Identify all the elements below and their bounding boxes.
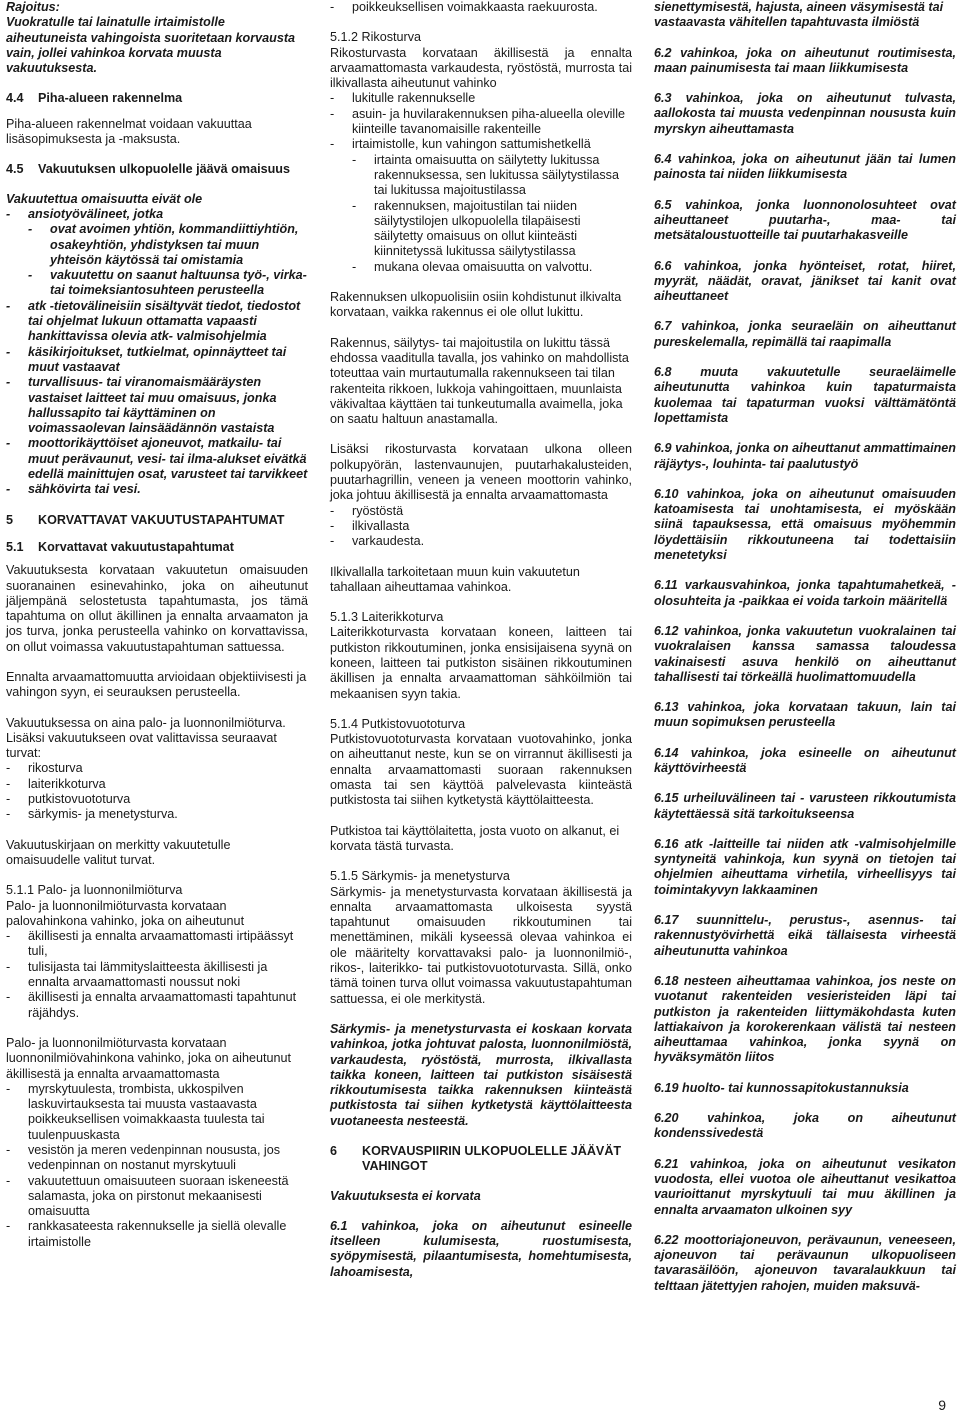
list-dash: - <box>6 344 11 359</box>
restriction-text: Vuokratulle tai lainatulle irtaimistolle aiheutuneista vahingoista suoritetaan korvausta vain, jollei vahinkoa korvata muusta vakuutuksesta. <box>6 15 296 76</box>
section-6-heading: 6 KORVAUSPIIRIN ULKOPUOLELLE JÄÄVÄT VAHINGOT <box>330 1144 622 1174</box>
list-item-text: rakennuksen, majoitustilan tai niiden säilytystilojen ulkopuolella tilapäisesti säilytetty omaisuus on ollut kiinteästi kiinnitetyssä lukitussa säilytystilassa <box>374 198 581 259</box>
list-item-text: putkistovuototurva <box>28 792 131 807</box>
list-item <box>6 482 308 497</box>
section-5-1-3-heading: 5.1.3 Laiterikkoturva <box>330 610 444 625</box>
list-item-text: irtaimistolle, kun vahingon sattumishetkellä <box>352 137 591 152</box>
restriction-note <box>6 0 308 76</box>
list-item <box>6 375 308 436</box>
restriction-label: Rajoitus: <box>6 0 60 14</box>
list-dash: - <box>330 518 335 533</box>
section-5-1-2-para-4: Lisäksi rikosturvasta korvataan ulkona olleen polkupyörän, lastenvaunujen, puutarhakalusteiden, puutarhagrillin, veneen ja veneen moottorin vahinko, joka johtuu äkillisestä ja ennalta arvaamattomasta - ryöstöstä - ilkivallasta - varkaudesta. <box>330 442 632 549</box>
section-5-1-2-para-2: Rakennuksen ulkopuolisiin osiin kohdistunut ilkivalta korvataan, vaikka rakennus ei ole ollut lukittu. <box>330 290 622 320</box>
section-4-4-text: Piha-alueen rakennelmat voidaan vakuuttaa lisäsopimuksesta ja -maksusta. <box>6 116 252 147</box>
exclusion-item: 6.13 vahinkoa, joka korvataan takuun, lain tai muun sopimuksen perusteella <box>654 700 956 730</box>
list-item-text: vakuutettuun omaisuuteen suoraan iskeneestä salamasta, joka on pirstonut mekaanisesti omaisuutta <box>28 1173 289 1219</box>
list-item <box>330 107 632 138</box>
list-item-text: ovat avoimen yhtiön, kommandiittiyhtiön, osakeyhtiön, yhdistyksen tai muun yhteisön käytössä tai omistamia <box>50 222 299 267</box>
list-dash: - <box>352 198 357 213</box>
list-dash: - <box>6 761 11 776</box>
list-item-text: käsikirjoitukset, tutkielmat, opinnäytteet tai muut vastaavat <box>28 344 287 374</box>
list-dash: - <box>6 436 11 451</box>
list-item-text: lukitulle rakennukselle <box>352 91 476 106</box>
section-5-1-1: 5.1.1 Palo- ja luonnonilmiöturva Palo- ja luonnonilmiöturvasta korvataan palovahinkona vahinko, joka on aiheutunut - äkillisesti ja ennalta arvaamattomasti irtipäässyt tuli, - tulisijasta tai lämmityslaitteesta äkillisesti ja ennalta arvaamattomasti noussut noki - äkillisesti ja ennalta arvaamattomasti tapahtunut räjähdys. <box>6 883 308 1021</box>
list-item <box>330 260 632 275</box>
list-item <box>330 153 632 199</box>
list-item <box>6 1219 308 1250</box>
list-item-text: varkaudesta. <box>352 534 425 549</box>
list-dash: - <box>330 534 335 549</box>
list-item-text: sähkövirta tai vesi. <box>28 482 141 497</box>
list-item-text: vesistön ja meren vedenpinnan noususta, jos vedenpinnan on nostanut myrskytuuli <box>28 1143 281 1173</box>
list-item-text: poikkeuksellisen voimakkaasta raekuurosta. <box>352 0 598 14</box>
exclusion-item: 6.4 vahinkoa, joka on aiheutunut jään tai lumen painosta tai niiden liikkumisesta <box>654 152 956 182</box>
list-dash: - <box>6 1219 11 1234</box>
section-5-1-5-exclusion: Särkymis- ja menetysturvasta ei koskaan korvata vahinkoa, jotka johtuvat palosta, luonnonilmiöstä, varkaudesta, ryöstöstä, murrosta, ilkivallasta taikka koneen, laitteen tai putkiston sisäisestä rikkoutumisesta taikka rakennuksen kiinteästä putkistosta tai siihen kytketystä käyttölaitteesta vuotaneesta nesteestä. <box>330 1021 632 1128</box>
list-item-text: äkillisesti ja ennalta arvaamattomasti tapahtunut räjähdys. <box>28 990 297 1020</box>
list-item <box>330 504 632 519</box>
exclusions-list <box>654 46 956 1294</box>
exclusion-item: 6.18 nesteen aiheuttamaa vahinkoa, jos neste on vuotanut rakenteiden vesieristeiden läpi tai putkiston ja rakenteiden liittymäkohdasta kuten lattiakaivon ja korokerenkaan välistä tai nesteen aiheuttamaa vahinkoa, jonka syynä on hyväksymätön liitos <box>654 973 956 1065</box>
list-dash: - <box>6 1173 11 1188</box>
list-dash: - <box>28 222 33 237</box>
exclusion-item: 6.2 vahinkoa, joka on aiheutunut routimisesta, maan painumisesta tai maan liikkumisesta <box>654 45 956 75</box>
column-middle <box>330 0 632 1295</box>
list-item-text: moottorikäyttöiset ajoneuvot, matkailu- tai muut perävaunut, vesi- tai ilma-alukset eivätkä edellä mainittujen osat, varusteet tai tarvikkeet <box>28 436 308 482</box>
cover-options-list <box>6 761 308 822</box>
exclusion-item: 6.22 moottoriajoneuvon, perävaunun, veneeseen, ajoneuvon tai perävaunun ulkopuoliseen tavarasäilöön, ajoneuvon tavaralaukkuun tai telttaan jätettyjen rahojen, muiden maksuvä- <box>654 1232 956 1293</box>
section-5-1-para-3: Vakuutuksessa on aina palo- ja luonnonilmiöturva. Lisäksi vakuutukseen ovat valittavissa seuraavat turvat: - rikosturva - laiterikkoturva - putkistovuototurva - särkymis- ja menetysturva. <box>6 716 308 823</box>
list-dash: - <box>6 206 11 221</box>
list-item-text: laiterikkoturva <box>28 776 106 791</box>
list-dash: - <box>6 1081 11 1096</box>
exclusion-item: 6.19 huolto- tai kunnossapitokustannuksia <box>654 1080 909 1095</box>
list-dash: - <box>6 375 11 390</box>
continued-list <box>330 0 632 15</box>
list-item <box>6 761 308 776</box>
list-item-text: ansiotyövälineet, jotka <box>28 206 164 221</box>
section-5-1-para-2: Ennalta arvaamattomuutta arvioidaan objektiivisesti ja vahingon syyn, ei seurauksen perusteella. <box>6 669 307 700</box>
list-item <box>330 534 632 549</box>
exclusion-item: 6.10 vahinkoa, joka on aiheutunut omaisuuden katoamisesta tai unohtamisesta, ei myöskään siinä tapauksessa, että omaisuus myöhemmin löydettäisiin rikkoutuneena tai todettaisiin menetetyksi <box>654 486 956 563</box>
list-item-text: särkymis- ja menetysturva. <box>28 807 178 822</box>
list-item-text: vakuutettu on saanut haltuunsa työ-, virka- tai toimeksiantosuhteen perusteella <box>50 268 307 298</box>
list-item <box>6 929 308 960</box>
section-5-1-4: 5.1.4 Putkistovuototurva Putkistovuototurvasta korvataan vuotovahinko, jonka on aiheuttanut neste, kun se on virrannut äkillisesti ja ennalta arvaamattomasti suoraan rakennuksen omasta tai sen käyttöä palvelevasta kiinteästä putkistosta tai siihen kytketystä käyttölaitteesta. <box>330 716 632 808</box>
section-5-heading: 5 KORVATTAVAT VAKUUTUSTAPAHTUMAT <box>6 512 285 527</box>
section-5-1-2: 5.1.2 Rikosturva Rikosturvasta korvataan äkillisestä ja ennalta arvaamattomasta varkaudesta, ryöstöstä, murrosta tai ilkivallasta aiheutunut vahinko - lukitulle rakennukselle - asuin- ja huvilarakennuksen piha-alueella oleville kiinteille tavanomaisille rakenteille - irtaimistolle, kun vahingon sattumishetkellä - irtainta omaisuutta on säilytetty lukitussa rakennuksessa, sen lukitussa säilytystilassa tai lukitussa majoitustilassa - rakennuksen, majoitustilan tai niiden säilytystilojen ulkopuolella tilapäisesti säilytetty omaisuus on ollut kiinteästi kiinnitetyssä lukitussa säilytystilassa - mukana olevaa omaisuutta on valvottu. <box>330 30 632 274</box>
list-dash: - <box>6 482 11 497</box>
list-item <box>6 807 308 822</box>
list-dash: - <box>330 503 335 518</box>
list-item-text: atk -tietovälineisiin sisältyvät tiedot, tiedostot tai ohjelmat lukuun ottamatta vapaasti hankittavissa olevia atk- valmisohjelmia <box>28 298 301 344</box>
list-item <box>6 792 308 807</box>
list-item-text: mukana olevaa omaisuutta on valvottu. <box>374 259 593 274</box>
exclusion-item: 6.12 vahinkoa, jonka vakuutetun vuokralainen tai vuokralaisen kanssa samassa taloudessa vakinaisesti asuva henkilö on aiheuttanut tahallisesti tai törkeällä huolimattomuudella <box>654 623 956 684</box>
list-item <box>330 137 632 152</box>
list-item <box>330 0 632 15</box>
crime-cover-list <box>330 91 632 275</box>
list-dash: - <box>352 152 357 167</box>
section-5-1-2-heading: 5.1.2 Rikosturva <box>330 30 421 45</box>
list-item-text: rikosturva <box>28 761 83 776</box>
outdoor-items-list <box>330 504 632 550</box>
natural-phenomenon-list <box>6 1082 308 1250</box>
exclusion-item: 6.8 muuta vakuutetulle seuraeläimelle aiheutunutta vahinkoa kuin tapaturmaista kuolemaa tai tapaturman vuoksi välttämätöntä lopettamista <box>654 365 956 425</box>
exclusion-6-1: 6.1 vahinkoa, joka on aiheutunut esineelle itselleen kulumisesta, ruostumisesta, syöpymisestä, pilaantumisesta, homehtumisesta, lahoamisesta, <box>330 1218 632 1279</box>
list-item <box>6 207 308 222</box>
exclusion-item: 6.21 vahinkoa, joka on aiheutunut vesikaton vuodosta, ellei vuotoa ole aiheuttanut vesikattoa vaurioittanut myrskytuuli tai muu äkillinen ja ennalta arvaamaton ulkoinen syy <box>654 1156 956 1217</box>
list-dash: - <box>6 990 11 1005</box>
vandalism-definition: Ilkivallalla tarkoitetaan muun kuin vakuutetun tahallaan aiheuttamaa vahinkoa. <box>330 564 580 594</box>
list-item <box>6 960 308 991</box>
list-item <box>6 1174 308 1220</box>
section-4-4-heading: 4.4 Piha-alueen rakennelma <box>6 91 183 106</box>
section-5-1-5-heading: 5.1.5 Särkymis- ja menetysturva <box>330 869 510 884</box>
list-item-text: rankkasateesta rakennukselle ja siellä olevalle irtaimistolle <box>28 1219 287 1249</box>
list-item-text: turvallisuus- tai viranomaismääräysten vastaiset laitteet tai muu omaisuus, jonka hallussapito tai käyttäminen on voimassaolevan lainsäädännön vastaista <box>28 375 277 436</box>
list-item <box>6 1082 308 1143</box>
section-5-1-1-heading: 5.1.1 Palo- ja luonnonilmiöturva <box>6 883 183 898</box>
list-dash: - <box>330 137 335 152</box>
section-5-1-3: 5.1.3 Laiterikkoturva Laiterikkoturvasta korvataan koneen, laitteen tai putkiston rikkoutuminen, jonka ensisijaisena syynä on koneen, laitteen tai putkiston sisäinen rikkoutuminen äkillisen ja ennalta arvaamattoman sähköilmiön tai mekaanisen syyn takia. <box>330 610 632 701</box>
natural-phenomenon-para: Palo- ja luonnonilmiöturvasta korvataan luonnonilmiövahinkona vahinko, joka on aiheutunut äkillisestä ja ennalta arvaamattomasta - myrskytuulesta, trombista, ukkospilven laskuvirtauksesta tai muusta vastaavasta poikkeuksellisen voimakkaasta tuulesta tai tuulenpuuskasta - vesistön ja meren vedenpinnan noususta, jos vedenpinnan on nostanut myrskytuuli - vakuutettuun omaisuuteen suoraan iskeneestä salamasta, joka on pirstonut mekaanisesti omaisuutta - rankkasateesta rakennukselle ja siellä olevalle irtaimistolle <box>6 1036 308 1250</box>
exclusion-item: 6.16 atk -laitteille tai niiden atk -valmisohjelmille syntyneitä vahinkoja, kun syynä on tietojen tai ohjelmien aiheuttama virhetila, virheellisyys tai toimintakyvyn lakkaaminen <box>654 836 956 897</box>
exclusion-item: 6.3 vahinkoa, joka on aiheutunut tulvasta, aallokosta tai muusta vedenpinnan noususta kuin myrskyn aiheuttamasta <box>654 91 956 136</box>
list-dash: - <box>6 959 11 974</box>
list-dash: - <box>28 268 33 283</box>
list-item-text: tulisijasta tai lämmityslaitteesta äkillisesti ja ennalta arvaamattomasti noussut noki <box>28 959 268 990</box>
list-dash: - <box>330 91 335 106</box>
section-6-intro: Vakuutuksesta ei korvata <box>330 1188 481 1203</box>
list-dash: - <box>6 929 11 944</box>
section-4-5-body: Vakuutettua omaisuutta eivät ole - ansiotyövälineet, jotka - ovat avoimen yhtiön, kommandiittiyhtiön, osakeyhtiön, yhdistyksen tai muun yhteisön käytössä tai omistamia - vakuutettu on saanut haltuunsa työ-, virka- tai toimeksiantosuhteen perusteella - atk -tietovälineisiin sisältyvät tiedot, tiedostot tai ohjelmat lukuun ottamatta vapaasti hankittavissa olevia atk- valmisohjelmia - käsikirjoitukset, tutkielmat, opinnäytteet tai muut vastaavat - turvallisuus- tai viranomaismääräysten vastaiset laitteet tai muu omaisuus, jonka hallussapito tai käyttäminen on voimassaolevan lainsäädännön vastaista - moottorikäyttöiset ajoneuvot, matkailu- tai muut perävaunut, vesi- tai ilma-alukset eivätkä edellä mainittujen osat, varusteet tai tarvikkeet - sähkövirta tai vesi. <box>6 191 308 497</box>
section-5-1-5: 5.1.5 Särkymis- ja menetysturva Särkymis- ja menetysturvasta korvataan äkillisestä ja ennalta arvaamattomasta ulkoisesta syystä tapahtunut omaisuuden rikkoutuminen tai menettäminen, mikäli kyseessä olevaa vahinkoa ei ole määritelty korvattavaksi palo- ja luonnonilmiö-, rikos-, laiterikko- tai putkistovuototurvasta. Sillä, onko tämä toinen turva ollut voimassa vakuutustapahtuman sattuessa, ei ole merkitystä. <box>330 869 632 1006</box>
list-item <box>6 777 308 792</box>
list-dash: - <box>330 106 335 121</box>
column-right <box>654 0 956 1309</box>
list-item <box>6 345 308 376</box>
section-5-1-2-para-3: Rakennus, säilytys- tai majoitustila on lukittu tässä ehdossa vaaditulla tavalla, jos vahinko on mahdollista toteuttaa vain murtautumalla rakennukseen tai tilan rakenteita rikkoen, lukkoja vahingoittaen, muunlaista väkivaltaa käyttäen tai tunkeutumalla avaimella, joka on saatu haltuun anastamalla. <box>330 335 629 427</box>
list-item <box>330 91 632 106</box>
section-5-1-heading: 5.1 Korvattavat vakuutustapahtumat <box>6 539 234 554</box>
list-dash: - <box>6 298 11 313</box>
section-5-1-para-1: Vakuutuksesta korvataan vakuutetun omaisuuden suoranainen esinevahinko, joka on aiheutunut jäljempänä selostetusta tapahtumasta, jos tämä tapahtuma on ollut äkillinen ja ennalta arvaamaton ja jos turva, jonka perusteella vahinko on korvattavissa, on ollut voimassa vakuutustapahtuman sattuessa. <box>6 563 308 654</box>
list-item-text: ilkivallasta <box>352 518 410 533</box>
exclusion-item: 6.9 vahinkoa, jonka on aiheuttanut ammattimainen räjäytys-, louhinta- tai paalutustyö <box>654 441 956 471</box>
list-item-text: ryöstöstä <box>352 503 404 518</box>
list-item <box>6 436 308 482</box>
exclusion-item: 6.7 vahinkoa, jonka seuraeläin on aiheuttanut pureskelemalla, repimällä tai raapimalla <box>654 319 956 349</box>
page-number: 9 <box>938 1396 946 1413</box>
list-dash: - <box>352 259 357 274</box>
list-item <box>6 268 308 299</box>
list-dash: - <box>6 792 11 807</box>
excluded-property-list <box>6 207 308 498</box>
list-item <box>330 519 632 534</box>
list-item-text: myrskytuulesta, trombista, ukkospilven laskuvirtauksesta tai muusta vastaavasta poikkeuksellisen voimakkaasta tuulesta tai tuulenpuuskasta <box>28 1081 265 1142</box>
exclusion-item: 6.6 vahinkoa, jonka hyönteiset, rotat, hiiret, myyrät, näädät, oravat, jänikset tai kanit ovat aiheuttaneet <box>654 258 956 304</box>
list-item <box>6 1143 308 1174</box>
list-item-text: asuin- ja huvilarakennuksen piha-alueella oleville kiinteille tavanomaisille rakenteille <box>352 106 626 137</box>
list-item <box>6 299 308 345</box>
list-item-text: äkillisesti ja ennalta arvaamattomasti irtipäässyt tuli, <box>28 929 294 959</box>
list-dash: - <box>330 0 335 14</box>
list-dash: - <box>6 1143 11 1157</box>
list-item-text: irtainta omaisuutta on säilytetty lukitussa rakennuksessa, sen lukitussa säilytystilassa tai lukitussa majoitustilassa <box>374 152 619 198</box>
fire-damage-list <box>6 929 308 1021</box>
exclusion-item: 6.17 suunnittelu-, perustus-, asennus- tai rakennustyövirhettä eikä tällaisesta virheestä aiheutunutta vahinkoa <box>654 913 956 958</box>
list-item <box>330 199 632 260</box>
list-dash: - <box>6 807 11 822</box>
exclusion-item: 6.5 vahinkoa, jonka luonnonolosuhteet ovat aiheuttaneet puutarha-, maa- tai metsätaloustuotteille tai puutarhakasveille <box>654 197 956 243</box>
section-5-1-4-heading: 5.1.4 Putkistovuototurva <box>330 716 466 731</box>
list-item <box>6 990 308 1021</box>
section-5-1-4-para-2: Putkistoa tai käyttölaitetta, josta vuoto on alkanut, ei korvata tästä turvasta. <box>330 823 620 853</box>
exclusion-item: 6.14 vahinkoa, joka esineelle on aiheutunut käyttövirheestä <box>654 745 956 775</box>
exclusion-item: 6.11 varkausvahinkoa, jonka tapahtumahetkeä, -olosuhteita ja -paikkaa ei voida tarkoin määritellä <box>654 578 956 608</box>
exclusion-item: 6.15 urheiluvälineen tai - varusteen rikkoutumista käytettäessä sitä tarkoitukseensa <box>654 791 956 821</box>
list-dash: - <box>6 776 11 791</box>
exclusion-6-1-continued: sienettymisestä, hajusta, aineen väsymisestä tai vastaavasta vähitellen tapahtuvasta ilmiöstä <box>654 0 944 30</box>
section-4-5-heading: 4.5 Vakuutuksen ulkopuolelle jäävä omaisuus <box>6 162 290 177</box>
section-5-1-para-4: Vakuutuskirjaan on merkitty vakuutetulle omaisuudelle valitut turvat. <box>6 837 231 867</box>
column-left <box>6 0 308 1265</box>
exclusion-item: 6.20 vahinkoa, joka on aiheutunut kondenssivedestä <box>654 1111 956 1141</box>
list-item <box>6 222 308 268</box>
